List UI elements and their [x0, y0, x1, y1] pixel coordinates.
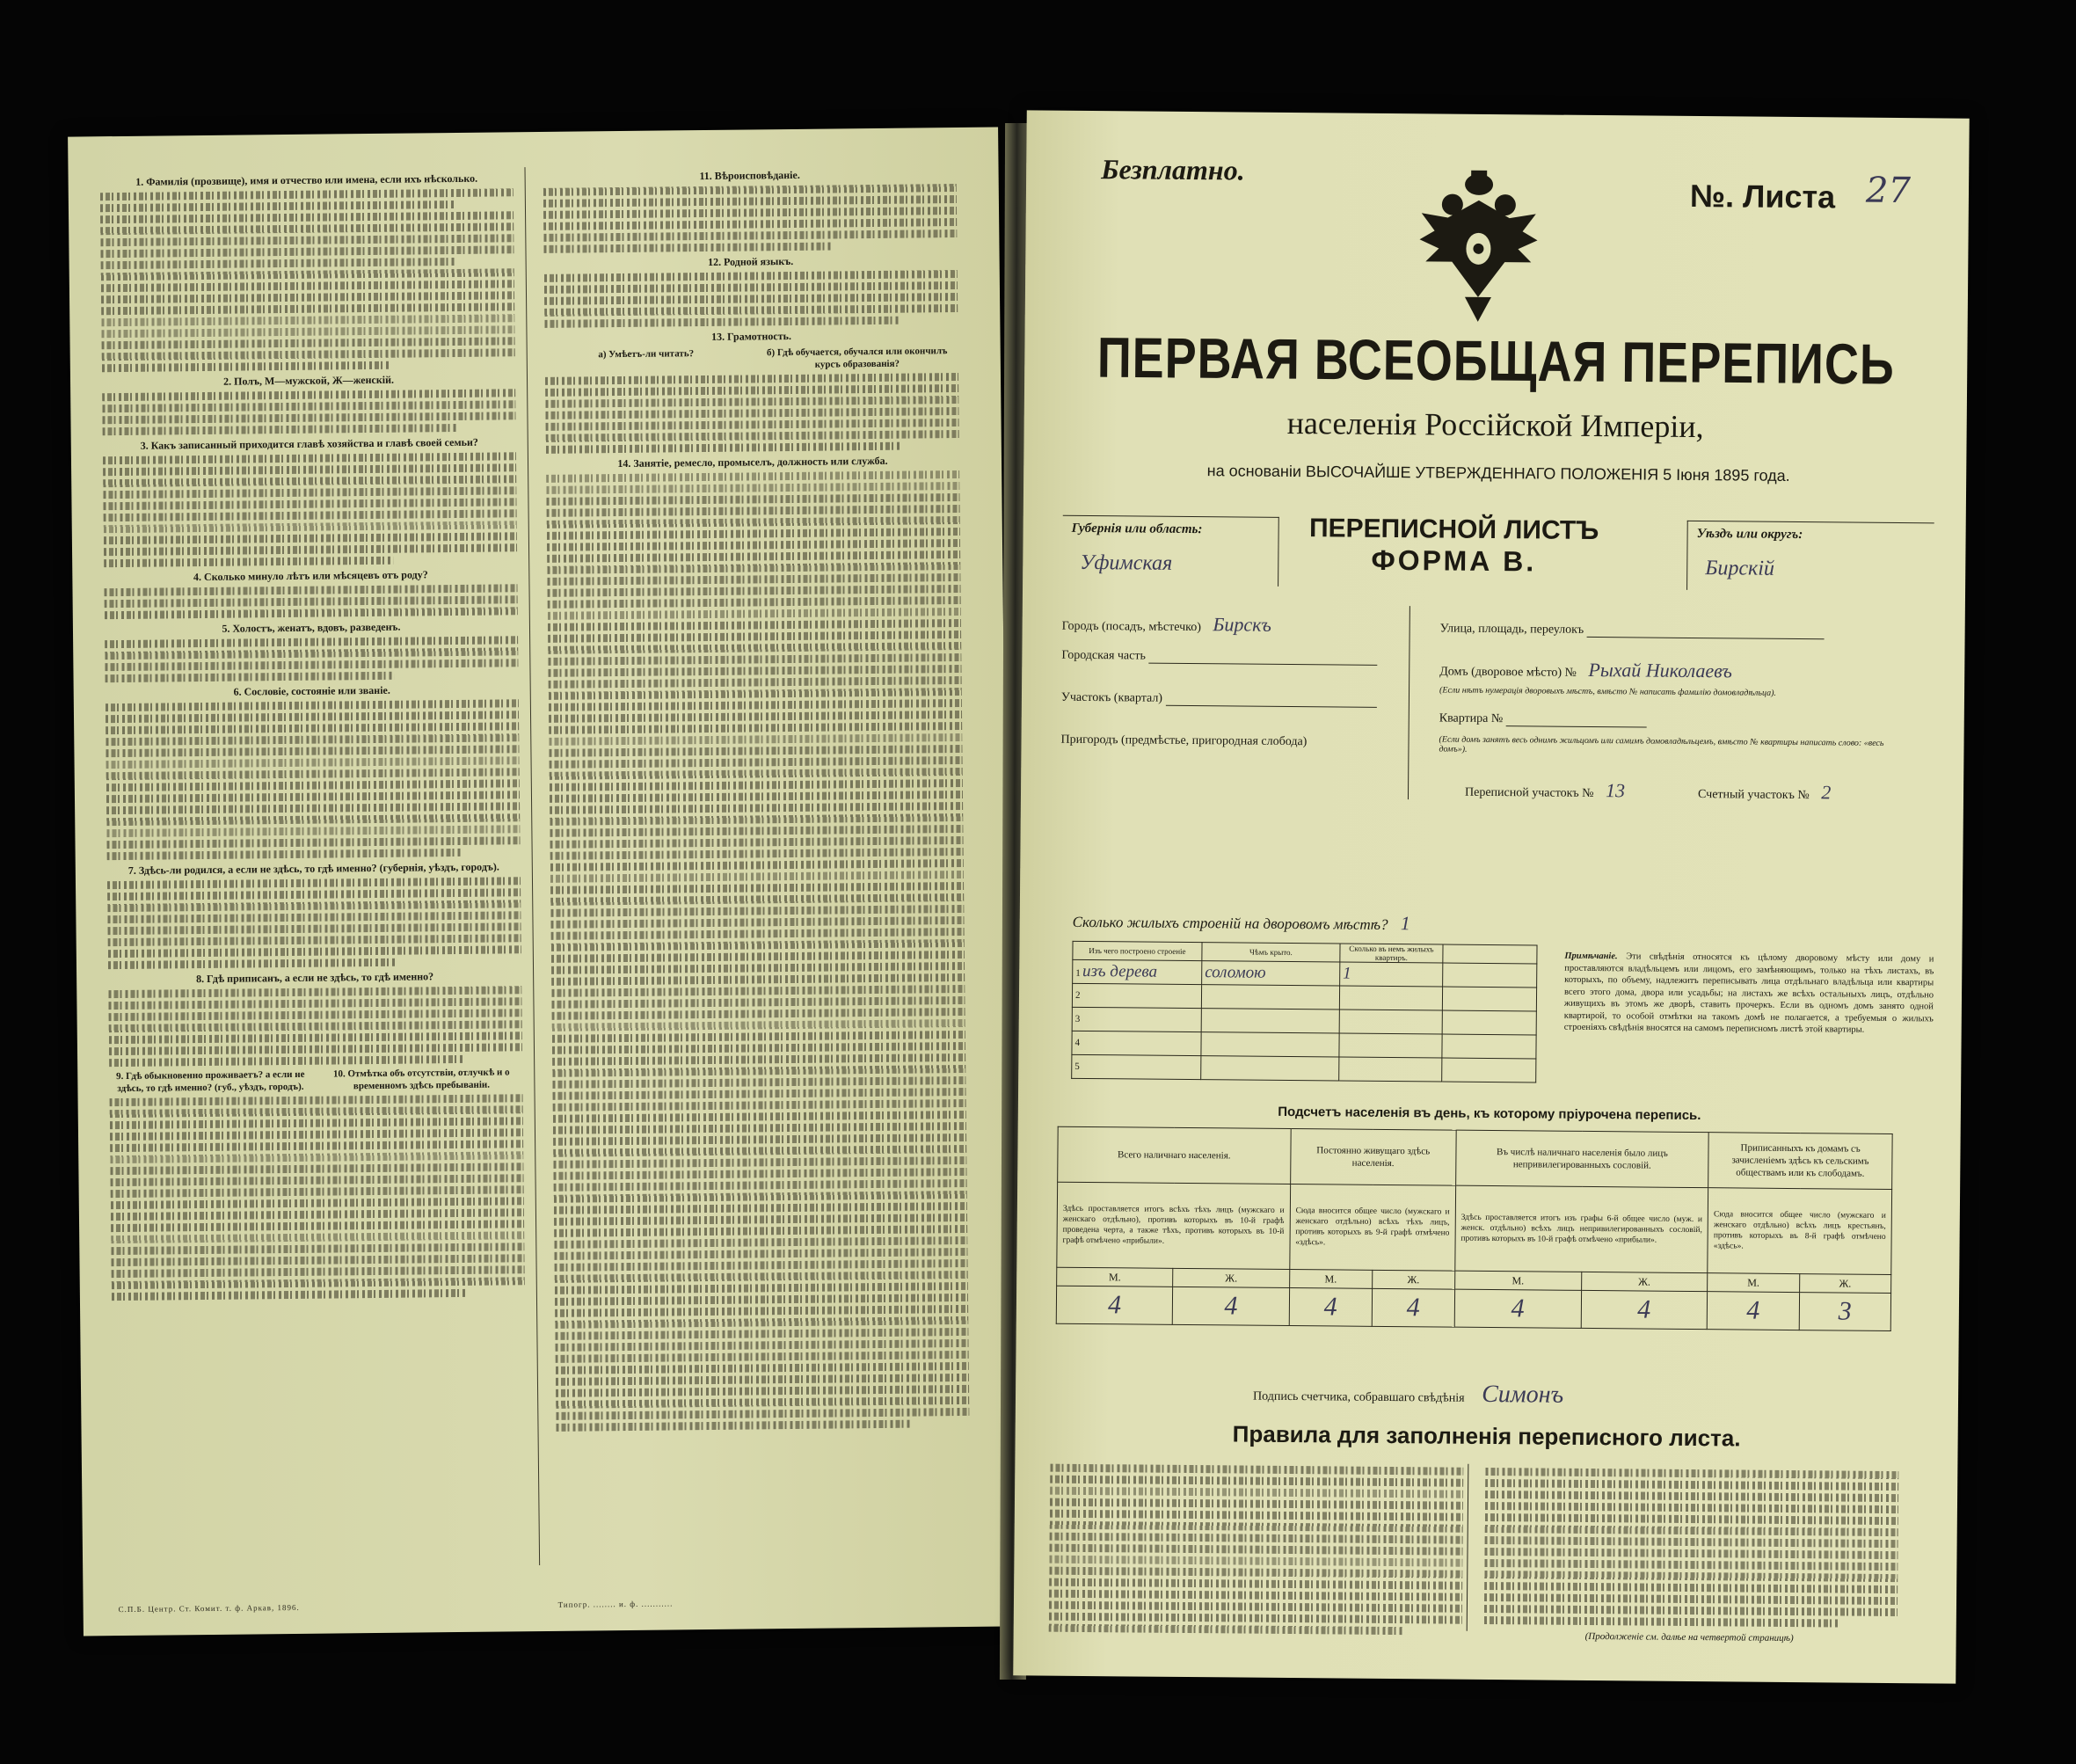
- section-heading: 14. Занятіе, ремесло, промыселъ, должность или служба.: [617, 454, 888, 470]
- census-district-value: 13: [1605, 779, 1626, 802]
- table-description: Здѣсь проставляется итогъ всѣхъ тѣхъ лицъ (мужскаго и женскаго отдѣльно), противъ которыхъ въ 10-й графѣ проведена черта, а также тѣхъ, противъ которыхъ въ 10-й графѣ отмѣчено «прибыли».: [1057, 1182, 1291, 1269]
- apartment-note: (Если домъ занятъ весь однимъ жильцомъ или самимъ домовладѣльцемъ, вмѣсто № квартиры написать слово: «весь домъ»).: [1439, 734, 1884, 754]
- rules-column-1: [1049, 1461, 1464, 1639]
- uezd-box: [1686, 521, 1934, 592]
- house-field: [1439, 657, 1732, 682]
- address-divider: [1408, 606, 1410, 799]
- sheet-number-value: 27: [1865, 170, 1912, 212]
- section-heading: 1. Фамилія (прозвище), имя и отчество или имена, если ихъ нѣсколько.: [135, 171, 478, 188]
- instructions-column-2: [543, 163, 969, 1435]
- table-header: Въ числѣ наличнаго населенія было лицъ непривилегированныхъ сословій.: [1455, 1130, 1708, 1188]
- count-value: 4: [1173, 1287, 1290, 1325]
- census-form-page: [1013, 110, 1969, 1683]
- section-heading: 9. Гдѣ обыкновенно проживаетъ? а если не здѣсь, то гдѣ именно? (губ., уѣздъ, городъ).: [116, 1068, 305, 1095]
- column-divider: [1467, 1464, 1469, 1631]
- district-label: Участокъ (квартал): [1060, 690, 1163, 705]
- count-value: 4: [1454, 1289, 1581, 1328]
- form-title: [1286, 514, 1621, 579]
- section-heading: 11. Вѣроисповѣданіе.: [699, 168, 800, 183]
- enumerator-signature: [1253, 1379, 1563, 1410]
- section-heading: б) Гдѣ обучается, обучался или окончилъ курсъ образованія?: [766, 346, 948, 370]
- rules-column-2: [1484, 1464, 1899, 1631]
- table-row: 1 изъ дерева соломою 1: [1073, 959, 1537, 988]
- count-district-label: Счетный участокъ №: [1697, 788, 1810, 803]
- table-row: 4: [1072, 1031, 1536, 1059]
- count-value: 1: [1340, 962, 1443, 987]
- house-note: (Если нѣтъ нумерація дворовыхъ мѣстъ, вмѣсто № написать фамилію домовладѣльца).: [1439, 685, 1776, 698]
- city-part-label: Городская часть: [1061, 648, 1146, 663]
- buildings-question-value: 1: [1400, 912, 1410, 935]
- suburb-label: Пригородъ (предмѣстье, пригородная слобода): [1060, 733, 1308, 749]
- uezd-label: Уѣздъ или округъ:: [1696, 527, 1803, 543]
- form-title-line-2: ФОРМА В.: [1371, 543, 1537, 578]
- document-subtitle: населенія Россійской Имперіи,: [1286, 405, 1704, 445]
- section-heading: 5. Холостъ, женатъ, вдовъ, разведенъ.: [222, 620, 401, 635]
- column-divider: [524, 167, 540, 1565]
- street-label: Улица, площадь, переулокъ: [1439, 622, 1584, 637]
- count-district-value: 2: [1821, 781, 1832, 804]
- section-heading: 13. Грамотность.: [711, 329, 791, 343]
- table-row: 5: [1072, 1054, 1536, 1082]
- sheet-number: [1690, 178, 1836, 215]
- census-district-label: Переписной участокъ №: [1464, 785, 1594, 801]
- buildings-question: [1073, 909, 1410, 935]
- city-field: [1062, 612, 1271, 637]
- form-title-line-1: ПЕРЕПИСНОЙ ЛИСТЪ: [1308, 514, 1599, 546]
- table-header: Чѣмъ крыто.: [1202, 943, 1340, 962]
- buildings-question-label: Сколько жилыхъ строеній на дворовомъ мѣстѣ?: [1072, 913, 1388, 933]
- signature-label: Подпись счетчика, собравшаго свѣдѣнія: [1252, 1389, 1465, 1405]
- section-heading: 12. Родной языкъ.: [707, 254, 794, 268]
- table-row: 3: [1072, 1007, 1536, 1035]
- suburb-field: [1060, 733, 1307, 749]
- section-heading: 3. Какъ записанный приходится главѣ хозяйства и главѣ своей семьи?: [140, 435, 478, 452]
- table-description: Здѣсь проставляется итогъ изъ графы 6-й общее число (муж. и женск. отдѣльно) всѣхъ лицъ непривилегированныхъ сословій, противъ которыхъ въ 10-й графѣ отмѣчено «прибыли».: [1455, 1185, 1708, 1273]
- free-label: Безплатно.: [1101, 153, 1245, 186]
- table-header: Изъ чего построено строеніе: [1073, 941, 1202, 960]
- gubernia-label: Губернія или область:: [1071, 521, 1203, 537]
- count-district-field: [1698, 780, 1831, 804]
- count-value: 3: [1799, 1293, 1891, 1331]
- sex-header-row: М. Ж. М. Ж. М. Ж. М. Ж.: [1057, 1267, 1891, 1293]
- left-page: [68, 128, 1014, 1636]
- city-value: Бирскъ: [1213, 613, 1272, 636]
- house-label: Домъ (дворовое мѣсто) №: [1439, 665, 1577, 680]
- table-description: Сюда вносится общее число (мужскаго и женскаго отдѣльно) всѣхъ тѣхъ лицъ, противъ которыхъ въ 9-й графѣ отмѣчено «здѣсь».: [1290, 1185, 1456, 1272]
- gubernia-box: [1062, 515, 1279, 587]
- population-count-table: [1056, 1126, 1893, 1331]
- section-heading: 10. Отмѣтка объ отсутствіи, отлучкѣ и о временномъ здѣсь пребываніи.: [332, 1067, 510, 1092]
- continued-note: (Продолженіе см. далѣе на четвертой страницѣ): [1584, 1630, 1794, 1644]
- district-field: [1061, 691, 1377, 708]
- section-heading: 8. Гдѣ приписанъ, а если не здѣсь, то гдѣ именно?: [196, 970, 434, 986]
- count-value: 4: [1289, 1288, 1372, 1327]
- table-row: [1056, 1286, 1890, 1330]
- count-value: 4: [1056, 1286, 1173, 1324]
- printer-footer-left: С.П.Б. Центр. Ст. Комит. т. ф. Аркав, 1896.: [118, 1602, 300, 1615]
- instructions-column-1: [100, 167, 525, 1304]
- count-value: 4: [1372, 1288, 1454, 1327]
- literacy-subheadings: [545, 345, 958, 374]
- section-heading: 7. Здѣсь-ли родился, а если не здѣсь, то гдѣ именно? (губернія, уѣздъ, городъ).: [127, 860, 499, 877]
- rules-heading: Правила для заполненія переписного листа.: [1232, 1420, 1741, 1452]
- house-value: Рыхай Николаевъ: [1588, 658, 1733, 682]
- subheadings-9-10: [109, 1066, 522, 1095]
- material-value: изъ дерева: [1082, 961, 1158, 981]
- street-field: [1440, 622, 1825, 639]
- city-part-field: [1061, 649, 1377, 666]
- document-title: ПЕРВАЯ ВСЕОБЩАЯ ПЕРЕПИСЬ: [1096, 326, 1896, 397]
- table-header: Сколько въ немъ жилыхъ квартиръ.: [1340, 944, 1443, 963]
- table-description: Сюда вносится общее число (мужскаго и женскаго отдѣльно) всѣхъ лицъ крестьянъ, противъ которыхъ въ 8-й графѣ отмѣчено «здѣсь».: [1708, 1188, 1892, 1275]
- buildings-note: [1564, 951, 1934, 1037]
- section-heading: 4. Сколько минуло лѣтъ или мѣсяцевъ отъ роду?: [193, 568, 428, 584]
- census-district-field: [1465, 778, 1625, 803]
- apartment-label: Квартира №: [1439, 711, 1504, 726]
- note-label: Примѣчаніе.: [1564, 951, 1618, 962]
- table-header: Приписанныхъ къ домамъ съ зачисленіемъ здѣсь къ сельскимъ обществамъ или къ слободамъ.: [1708, 1133, 1892, 1190]
- count-value: 4: [1581, 1290, 1708, 1329]
- printer-footer-right: Типогр. ........ и. ф. ...........: [557, 1599, 674, 1609]
- gubernia-value: Уфимская: [1080, 550, 1173, 575]
- uezd-value: Бирскій: [1705, 557, 1775, 580]
- count-value: 4: [1707, 1292, 1799, 1330]
- city-label: Городъ (посадъ, мѣстечко): [1061, 619, 1201, 635]
- roof-value: соломою: [1202, 961, 1340, 986]
- legal-basis: на основаніи ВЫСОЧАЙШЕ УТВЕРЖДЕННАГО ПОЛОЖЕНІЯ 5 Іюня 1895 года.: [1206, 462, 1790, 485]
- table-header: Постоянно живущаго здѣсь населенія.: [1290, 1129, 1456, 1186]
- signature-value: Симонъ: [1482, 1380, 1564, 1409]
- table-header: Всего наличнаго населенія.: [1058, 1126, 1291, 1184]
- buildings-table: [1071, 941, 1537, 1083]
- population-count-heading: Подсчетъ населенія въ день, къ которому пріурочена перепись.: [1278, 1104, 1701, 1124]
- section-heading: а) Умѣетъ-ли читать?: [598, 348, 695, 361]
- section-heading: 2. Полъ, М—мужской, Ж—женскій.: [223, 373, 395, 388]
- table-row: 2: [1072, 983, 1536, 1011]
- apartment-field: [1439, 711, 1647, 727]
- sheet-number-label: №. Листа: [1689, 177, 1836, 215]
- double-headed-eagle-icon: [1412, 164, 1546, 328]
- note-text: Эти свѣдѣнія относятся къ цѣлому дворовому мѣсту или дому и проставляются владѣльцемъ или лицомъ, его замѣняющимъ, только на тѣхъ листахъ, въ которыхъ, по объему, надлежитъ переписывать лица отдѣльнаго владѣльца или квартиры всего этого дома, двора или усадьбы; на листахъ же всѣхъ остальныхъ лицъ, отдѣльно живущихъ въ этомъ же дворѣ, ставить прочеркъ. Если въ одномъ домъ занято одной квартирой, то особой отмѣтки на такомъ домѣ не полагается, а требуемыя о жилыхъ строеніяхъ свѣдѣнія вносятся на самомъ переписномъ листѣ этой квартиры.: [1563, 951, 1934, 1035]
- section-heading: 6. Сословіе, состояніе или званіе.: [233, 683, 390, 698]
